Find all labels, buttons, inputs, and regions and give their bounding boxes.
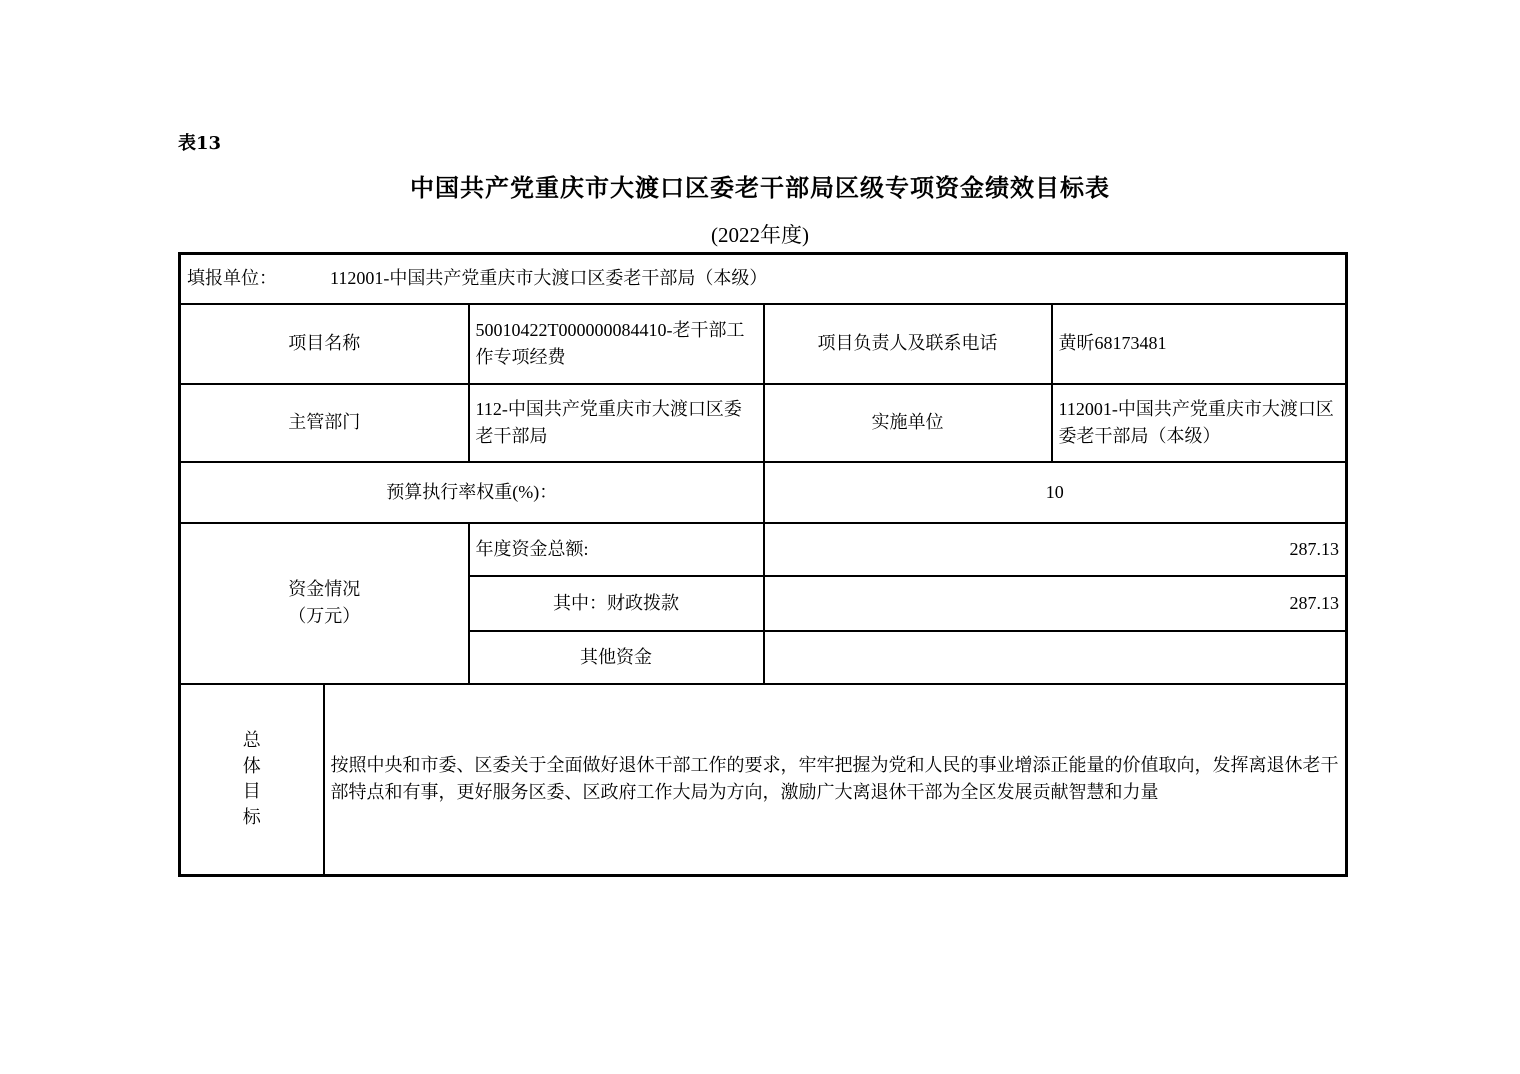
table-number-label: 表13 bbox=[178, 133, 222, 154]
other-funds-value bbox=[764, 631, 1347, 684]
implementing-unit-value: 112001-中国共产党重庆市大渡口区委老干部局（本级） bbox=[1052, 384, 1347, 462]
funding-label-line1: 资金情况 bbox=[288, 579, 361, 599]
fiscal-appropriation-value: 287.13 bbox=[764, 576, 1347, 631]
performance-target-table bbox=[178, 252, 1348, 877]
reporting-unit-label: 填报单位： bbox=[187, 268, 277, 289]
project-name-label: 项目名称 bbox=[180, 304, 469, 384]
supervisor-department-value: 112-中国共产党重庆市大渡口区委老干部局 bbox=[469, 384, 764, 462]
table-row bbox=[180, 462, 1347, 523]
budget-execution-weight-value: 10 bbox=[764, 462, 1347, 523]
overall-goal-label: 总体目标 bbox=[242, 730, 261, 827]
reporting-unit-value: 112001-中国共产党重庆市大渡口区委老干部局（本级） bbox=[330, 268, 768, 289]
document-subtitle: (2022年度) bbox=[711, 223, 809, 247]
funding-label-line2: （万元） bbox=[288, 606, 361, 626]
implementing-unit-label: 实施单位 bbox=[764, 384, 1052, 462]
project-leader-label: 项目负责人及联系电话 bbox=[764, 304, 1052, 384]
reporting-unit-cell bbox=[180, 254, 1347, 304]
other-funds-label: 其他资金 bbox=[469, 631, 764, 684]
supervisor-department-label: 主管部门 bbox=[180, 384, 469, 462]
annual-funds-total-value: 287.13 bbox=[764, 523, 1347, 576]
overall-goal-label-cell bbox=[180, 684, 324, 876]
table-row bbox=[180, 523, 1347, 576]
budget-execution-weight-label: 预算执行率权重(%)： bbox=[180, 462, 764, 523]
overall-goal-text: 按照中央和市委、区委关于全面做好退休干部工作的要求，牢牢把握为党和人民的事业增添正能量的价值取向，发挥离退休老干部特点和有事，更好服务区委、区政府工作大局为方向，激励广大离退休干部为全区发展贡献智慧和力量 bbox=[324, 684, 1347, 876]
funding-section-label bbox=[180, 523, 469, 684]
project-name-value: 50010422T000000084410-老干部工作专项经费 bbox=[469, 304, 764, 384]
document-title: 中国共产党重庆市大渡口区委老干部局区级专项资金绩效目标表 bbox=[410, 174, 1110, 202]
table-row bbox=[180, 254, 1347, 304]
project-leader-value: 黄昕68173481 bbox=[1052, 304, 1347, 384]
table-row bbox=[180, 304, 1347, 384]
table-row bbox=[180, 684, 1347, 876]
annual-funds-total-label: 年度资金总额: bbox=[469, 523, 764, 576]
fiscal-appropriation-label: 其中：财政拨款 bbox=[469, 576, 764, 631]
table-row bbox=[180, 384, 1347, 462]
